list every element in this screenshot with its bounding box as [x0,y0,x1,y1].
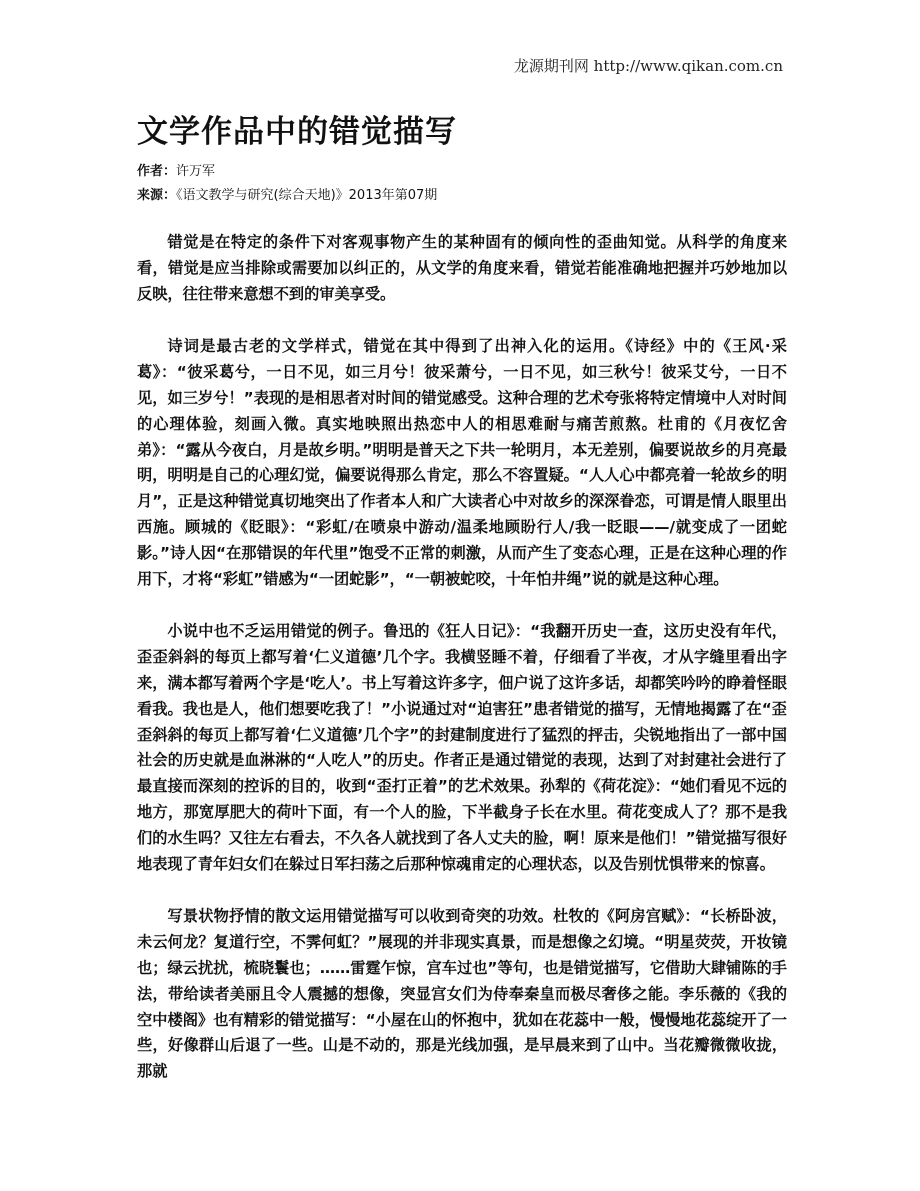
article-title: 文学作品中的错觉描写 [137,114,457,150]
article-body [137,230,787,1112]
source-line [137,187,437,205]
author-label: 作者： [137,164,177,179]
source-label: 来源： [137,188,177,203]
author-line [137,163,215,181]
source-name: 《语文教学与研究(综合天地)》2013年第07期 [176,188,438,203]
paragraph-2: 诗词是最古老的文学样式，错觉在其中得到了出神入化的运用。《诗经》中的《王风·采葛》：“彼采葛兮，一日不见，如三月兮！彼采萧兮，一日不见，如三秋兮！彼采艾兮，一日不见，如三岁兮！”表现的是相思者对时间的错觉感受。这种合理的艺术夸张将特定情境中人对时间的心理体验，刻画入微。真实地映照出热恋中人的相思难耐与痛苦煎熬。杜甫的《月夜忆舍弟》：“露从今夜白，月是故乡明。”明明是普天之下共一轮明月，本无差别，偏要说故乡的月亮最明，明明是自己的心理幻觉，偏要说得那么肯定，那么不容置疑。“人人心中都亮着一轮故乡的明月”，正是这种错觉真切地突出了作者本人和广大读者心中对故乡的深深眷恋，可谓是情人眼里出西施。顾城的《眨眼》：“彩虹/在喷泉中游动/温柔地顾盼行人/我一眨眼——/就变成了一团蛇影。”诗人因“在那错误的年代里”饱受不正常的刺激，从而产生了变态心理，正是在这种心理的作用下，才将“彩虹”错感为“一团蛇影”，“一朝被蛇咬，十年怕井绳”说的就是这种心理。 [137,337,787,588]
paragraph-3: 小说中也不乏运用错觉的例子。鲁迅的《狂人日记》：“我翻开历史一查，这历史没有年代，歪歪斜斜的每页上都写着‘仁义道德’几个字。我横竖睡不着，仔细看了半夜，才从字缝里看出字来，满本都写着两个字是‘吃人’。书上写着这许多字，佃户说了这许多话，却都笑吟吟的睁着怪眼看我。我也是人，他们想要吃我了！”小说通过对“迫害狂”患者错觉的描写，无情地揭露了在“歪歪斜斜的每页上都写着‘仁义道德’几个字”的封建制度进行了猛烈的抨击，尖锐地指出了一部中国社会的历史就是血淋淋的“人吃人”的历史。作者正是通过错觉的表现，达到了对封建社会进行了最直接而深刻的控诉的目的，收到“歪打正着”的艺术效果。孙犁的《荷花淀》：“她们看见不远的地方，那宽厚肥大的荷叶下面，有一个人的脸，下半截身子长在水里。荷花变成人了？那不是我们的水生吗？又往左右看去，不久各人就找到了各人丈夫的脸，啊！原来是他们！”错觉描写很好地表现了青年妇女们在躲过日军扫荡之后那种惊魂甫定的心理状态，以及告别忧惧带来的惊喜。 [137,622,787,873]
site-header: 龙源期刊网 http://www.qikan.com.cn [513,57,783,75]
paragraph-1: 错觉是在特定的条件下对客观事物产生的某种固有的倾向性的歪曲知觉。从科学的角度来看，错觉是应当排除或需要加以纠正的，从文学的角度来看，错觉若能准确地把握并巧妙地加以反映，往往带来意想不到的审美享受。 [137,233,787,303]
author-name: 许万军 [176,164,216,179]
paragraph-4: 写景状物抒情的散文运用错觉描写可以收到奇突的功效。杜牧的《阿房宫赋》：“长桥卧波，未云何龙？复道行空，不霁何虹？”展现的并非现实真景，而是想像之幻境。“明星荧荧，开妆镜也；绿云扰扰，梳晓鬟也；……雷霆乍惊，宫车过也”等句，也是错觉描写，它借助大肆铺陈的手法，带给读者美丽且令人震撼的想像，突显宫女们为侍奉秦皇而极尽奢侈之能。李乐薇的《我的空中楼阁》也有精彩的错觉描写：“小屋在山的怀抱中，犹如在花蕊中一般，慢慢地花蕊绽开了一些，好像群山后退了一些。山是不动的，那是光线加强，是早晨来到了山中。当花瓣微微收拢，那就 [137,907,787,1081]
